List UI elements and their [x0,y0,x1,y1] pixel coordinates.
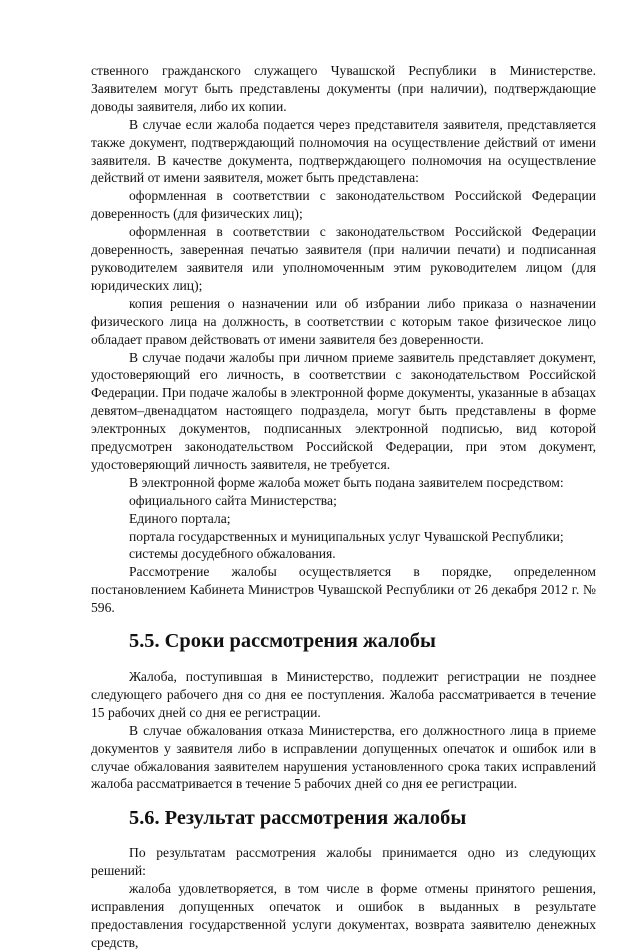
paragraph: В случае подачи жалобы при личном приеме заявитель представляет документ, удостоверяющий его личность, в соответствии с законодательством Российской Федерации. При подаче жалобы в электронной форме документы, указанные в абзацах девятом–двенадцатом настоящего подраздела, могут быть представлены в форме электронных документов, подписанных электронной подписью, вид которой предусмотрен законодательством Российской Федерации, при этом документ, удостоверяющий личность заявителя, не требуется. [91,349,596,472]
paragraph: В случае обжалования отказа Министерства, его должностного лица в приеме документов у заявителя либо в исправлении допущенных опечаток и ошибок или в случае обжалования заявителем нарушения установленного срока таких исправлений жалоба рассматривается в течение 5 рабочих дней со дня ее регистрации. [91,722,596,792]
paragraph: портала государственных и муниципальных услуг Чувашской Республики; [129,528,564,544]
section-heading-5-6: 5.6. Результат рассмотрения жалобы [129,807,467,830]
paragraph: оформленная в соответствии с законодательством Российской Федерации доверенность, заверенная печатью заявителя (при наличии печати) и подписанная руководителем заявителя или уполномоченным этим руководителем лицом (для юридических лиц); [91,224,596,293]
paragraph: официального сайта Министерства; [129,492,337,508]
section-5-5-body [91,668,596,793]
section-5-6-body [91,844,596,951]
paragraph: В электронной форме жалоба может быть подана заявителем посредством: [129,474,564,490]
section-heading-5-5: 5.5. Сроки рассмотрения жалобы [129,630,436,653]
paragraph: жалоба удовлетворяется, в том числе в форме отмены принятого решения, исправления допущенных опечаток и ошибок в выданных в результате предоставления государственной услуги документах, возврата заявителю денежных средств, [91,881,596,950]
complaint-documents-section [91,62,596,617]
paragraph: Жалоба, поступившая в Министерство, подлежит регистрации не позднее следующего рабочего дня со дня ее поступления. Жалоба рассматривается в течение 15 рабочих дней со дня ее регистрации. [91,669,596,720]
paragraph: системы досудебного обжалования. [129,546,336,562]
paragraph: оформленная в соответствии с законодательством Российской Федерации доверенность (для физических лиц); [91,188,596,222]
paragraph: По результатам рассмотрения жалобы принимается одно из следующих решений: [91,845,596,879]
document-page [91,62,596,952]
paragraph: ственного гражданского служащего Чувашской Республики в Министерстве. Заявителем могут быть представлены документы (при наличии), подтверждающие доводы заявителя, либо их копии. [91,63,596,114]
paragraph: копия решения о назначении или об избрании либо приказа о назначении физического лица на должность, в соответствии с которым такое физическое лицо обладает правом действовать от имени заявителя без доверенности. [91,295,596,347]
paragraph: В случае если жалоба подается через представителя заявителя, представляется также документ, подтверждающий полномочия на осуществление действий от имени заявителя. В качестве документа, подтверждающего полномочия на осуществление действий от имени заявителя, может быть представлена: [91,116,596,186]
paragraph: Рассмотрение жалобы осуществляется в порядке, определенном постановлением Кабинета Министров Чувашской Республики от 26 декабря 2012 г. № 596. [91,564,596,616]
paragraph: Единого портала; [129,510,231,526]
